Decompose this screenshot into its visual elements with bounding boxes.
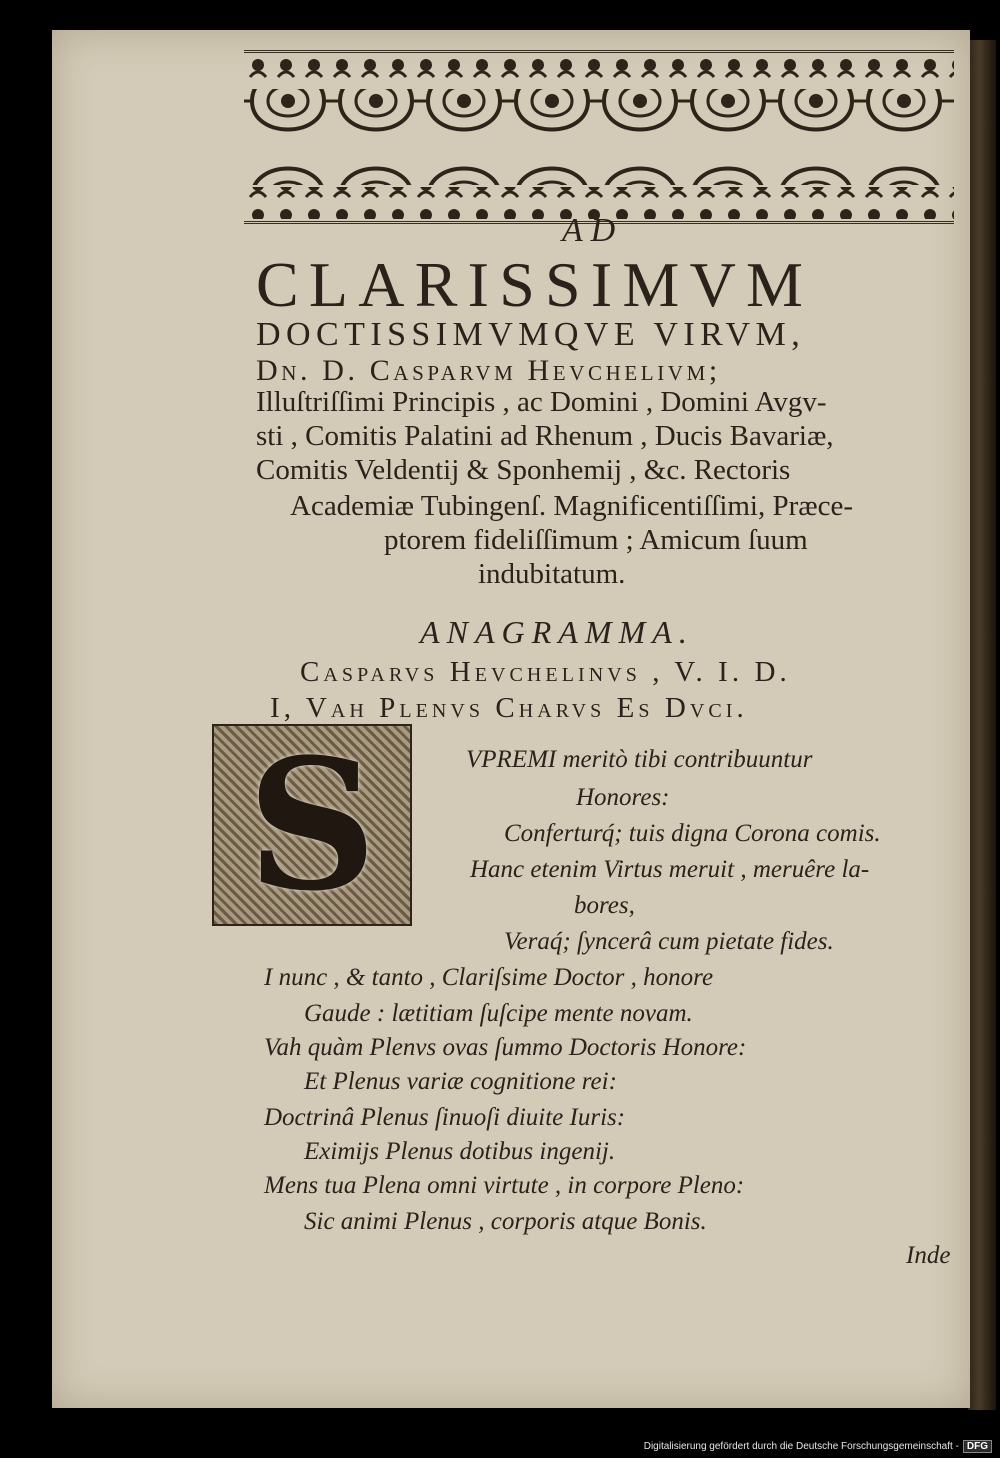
footer-credit [644,1440,992,1453]
heading-line-3: Illuſtriſſimi Principis , ac Domini , Domini Avgv- [256,386,827,418]
anagram-line-2: I, Vah Plenvs Charvs Es Dvci. [270,692,748,724]
poem-line-1: VPREMI meritò tibi contribuuntur [466,746,813,773]
poem-line-4: Hanc etenim Virtus meruit , meruêre la- [470,856,870,883]
heading-line-4: sti , Comitis Palatini ad Rhenum , Ducis Bavariæ, [256,420,834,452]
poem-line-10: Et Plenus variæ cognitione rei: [304,1068,617,1095]
poem-line-9: Vah quàm Plenvs ovas ſummo Doctoris Honore: [264,1034,747,1061]
heading-main: CLARISSIMVM [256,249,814,320]
anagram-title: ANAGRAMMA. [420,614,694,650]
poem-line-5: bores, [574,892,635,919]
heading-line-5: Comitis Veldentij & Sponhemij , &c. Rectoris [256,454,791,486]
anagram-line-1: Casparvs Hevchelinvs , V. I. D. [300,656,791,688]
ornament-pattern [244,53,954,221]
page-edge [968,40,996,1410]
dfg-logo: DFG [963,1440,992,1453]
poem-line-12: Eximijs Plenus dotibus ingenij. [304,1138,616,1165]
poem-line-7: I nunc , & tanto , Clariſsime Doctor , honore [264,964,714,991]
footer-text: Digitalisierung gefördert durch die Deutsche Forschungsgemeinschaft - [643,1441,959,1452]
heading-line-2: Dn. D. Casparvm Hevchelivm; [256,354,721,387]
poem-line-14: Sic animi Plenus , corporis atque Bonis. [304,1208,707,1235]
catchword: Inde [906,1242,951,1269]
decorated-initial-s [212,719,412,931]
poem-line-8: Gaude : lætitiam ſuſcipe mente novam. [304,1000,693,1027]
heading-line-8: indubitatum. [478,558,626,590]
heading-ad: A D [562,212,616,249]
heading-line-7: ptorem fideliſſimum ; Amicum ſuum [384,524,808,556]
heading-line-1: DOCTISSIMVMQVE VIRVM, [256,316,806,353]
initial-letter: S [247,719,377,931]
ornamental-headpiece [244,50,954,224]
poem-line-3: Conferturq́; tuis digna Corona comis. [504,820,881,847]
poem-line-6: Veraq́; ſyncerâ cum pietate fides. [504,928,834,955]
poem-line-2: Honores: [576,784,670,811]
poem-line-11: Doctrinâ Plenus ſinuoſi diuite Iuris: [264,1104,626,1131]
heading-line-6: Academiæ Tubingenſ. Magnificentiſſimi, Præce- [290,490,854,522]
poem-line-13: Mens tua Plena omni virtute , in corpore Pleno: [264,1172,745,1199]
